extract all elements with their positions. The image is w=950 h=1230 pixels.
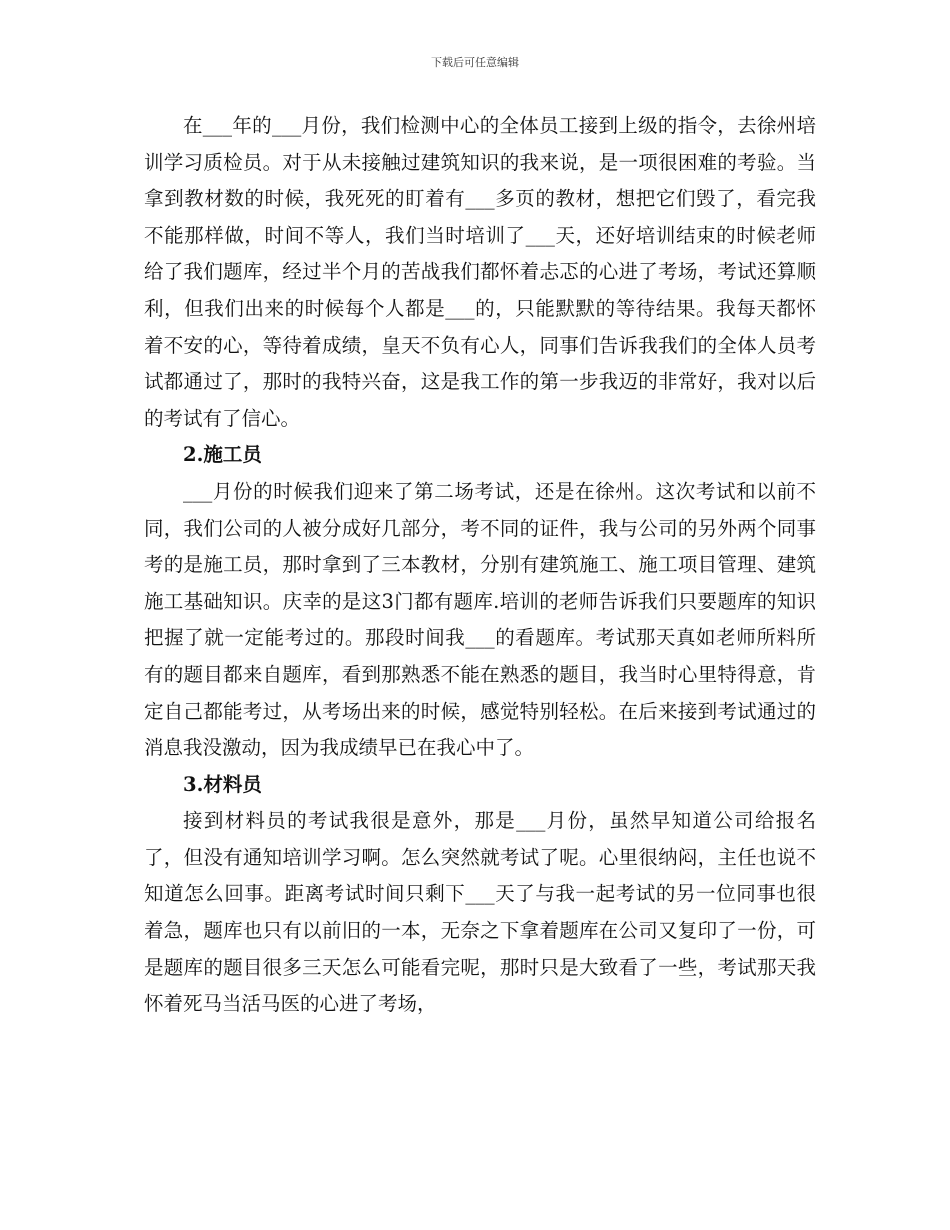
section-3-title: 3.材料员 (183, 772, 262, 796)
section-2-paragraph: ___月份的时候我们迎来了第二场考试，还是在徐州。这次考试和以前不同，我们公司的人被分成好几部分，考不同的证件，我与公司的另外两个同事考的是施工员，那时拿到了三本教材，分别有建筑施工、施工项目管理、建筑施工基础知识。庆幸的是这3门都有题库.培训的老师告诉我们只要题库的知识把握了就一定能考过的。那段时间我___的看题库。考试那天真如老师所料所有的题目都来自题库，看到那熟悉不能在熟悉的题目，我当时心里特得意，肯定自己都能考过，从考场出来的时候，感觉特别轻松。在后来接到考试通过的消息我没激动，因为我成绩早已在我心中了。 (144, 479, 816, 760)
paragraph-1: 在___年的___月份，我们检测中心的全体员工接到上级的指令，去徐州培训学习质检员。对于从未接触过建筑知识的我来说，是一项很困难的考验。当拿到教材数的时候，我死死的盯着有___多页的教材，想把它们毁了，看完我不能那样做，时间不等人，我们当时培训了___天，还好培训结束的时候老师给了我们题库，经过半个月的苦战我们都怀着忐忑的心进了考场，考试还算顺利，但我们出来的时候每个人都是___的，只能默默的等待结果。我每天都怀着不安的心，等待着成绩，皇天不负有心人，同事们告诉我我们的全体人员考试都通过了，那时的我特兴奋，这是我工作的第一步我迈的非常好，我对以后的考试有了信心。 (144, 114, 816, 430)
section-2-title: 2.施工员 (183, 443, 262, 467)
page-header: 下载后可任意编辑 (431, 56, 519, 69)
document-body (144, 108, 816, 1023)
section-3-paragraph: 接到材料员的考试我很是意外，那是___月份，虽然早知道公司给报名了，但没有通知培训学习啊。怎么突然就考试了呢。心里很纳闷，主任也说不知道怎么回事。距离考试时间只剩下___天了与我一起考试的另一位同事也很着急，题库也只有以前旧的一本，无奈之下拿着题库在公司又复印了一份，可是题库的题目很多三天怎么可能看完呢，那时只是大致看了一些，考试那天我怀着死马当活马医的心进了考场， (144, 809, 816, 1016)
